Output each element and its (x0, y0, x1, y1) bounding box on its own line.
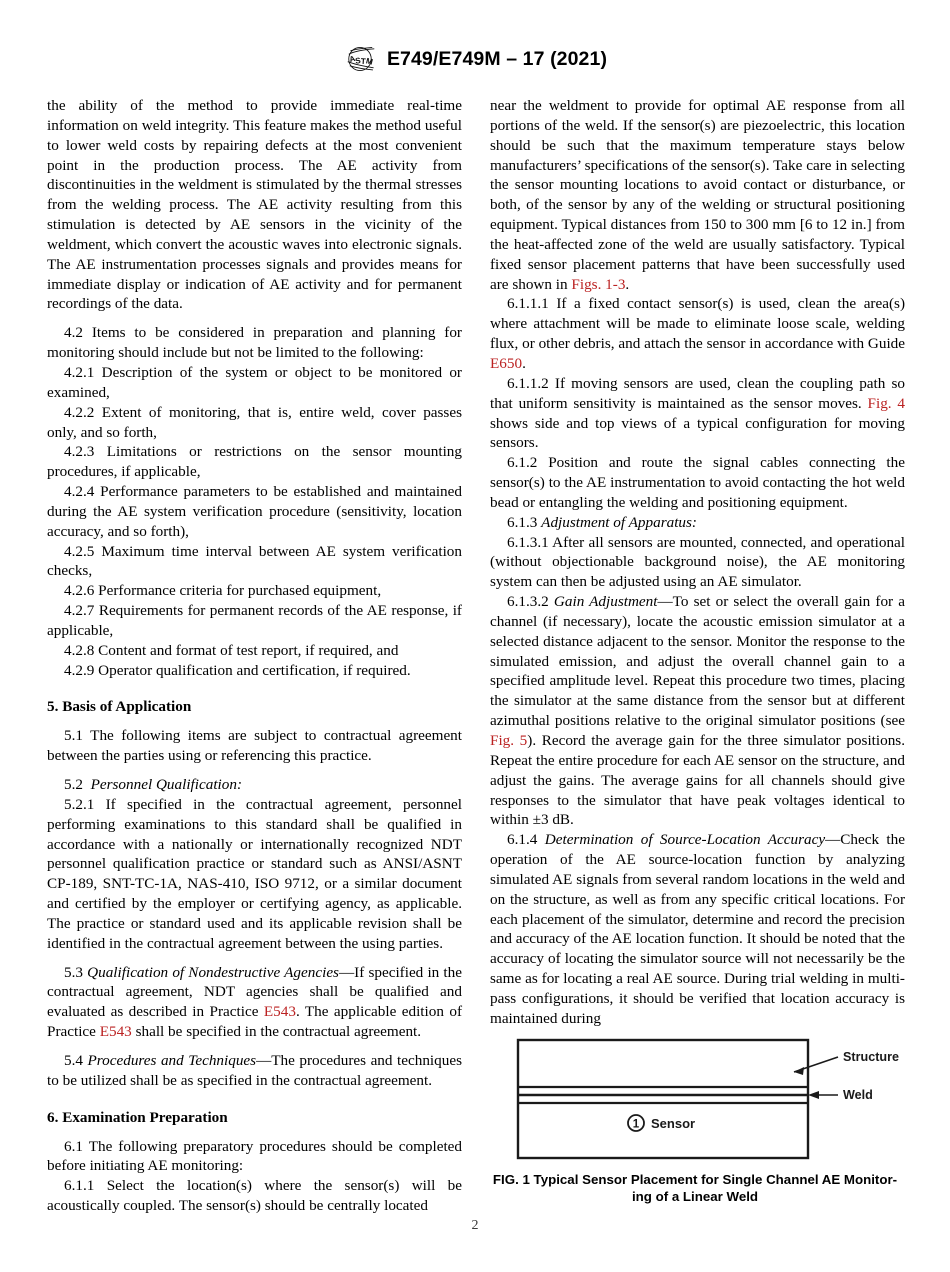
paragraph-6-1-3 (490, 513, 905, 533)
paragraph-5-1: 5.1 The following items are subject to contractual agreement between the parties using or referencing this practice. (47, 727, 462, 765)
clause-number-5-4: 5.4 (64, 1051, 83, 1069)
paragraph-5-2-1: 5.2.1 If specified in the contractual agreement, personnel performing examinations to this standard shall be qualified in accordance with a nationally or internationally recognized NDT personnel qualification practice or standard such as ANSI/ASNT CP-189, SNT-TC-1A, NAS-410, ISO 9712, or a similar document and certified by the employer or certifying agency, as applicable. The practice or standard used and its applicable revision shall be identified in the contractual agreement between the using parties. (47, 795, 462, 952)
paragraph-5-4-text: —The procedures and techniques to be utilized shall be as specified in the contractual agreement. (47, 1051, 462, 1089)
svg-text:T: T (360, 56, 367, 67)
paragraph-6-1: 6.1 The following preparatory procedures should be completed before initiating AE monitoring: (47, 1137, 462, 1175)
paragraph-4-2-8: 4.2.8 Content and format of test report, if required, and (64, 641, 399, 659)
paragraph-4-2-1: 4.2.1 Description of the system or object to be monitored or examined, (47, 363, 462, 401)
paragraph-6-1-2: 6.1.2 Position and route the signal cables connecting the sensor(s) to the AE instrumentation to avoid contacting the hot weld bead or entangling the welding and positioning equipment. (490, 454, 905, 511)
clause-title-6-1-3: Adjustment of Apparatus: (541, 513, 697, 531)
structure-label: Structure (843, 1050, 899, 1064)
clause-title-6-1-3-2: Gain Adjustment (553, 593, 658, 611)
paragraph-4-2-3: 4.2.3 Limitations or restrictions on the sensor mounting procedures, if applicable, (47, 443, 462, 481)
clause-number-5-3: 5.3 (64, 963, 83, 981)
paragraph-6-1-1-continued (490, 96, 905, 294)
figure-1-artwork (486, 1034, 904, 1164)
clause-number-6-1-3: 6.1.3 (507, 513, 538, 531)
paragraph-6-1-3-2-text-a: —To set or select the overall gain for a channel (if necessary), locate the acoustic emission simulator at a selected distance adjacent to the sensor. Monitor the response to the simulated emission, and adjust the overall channel gain to a specified amplitude level. Repeat this procedure two times, placing the simulator at the same distance from the sensor but at different azimuthal positions relative to the original simulator positions (see (490, 593, 905, 730)
document-designation: E749/E749M – 17 (2021) (386, 47, 608, 70)
paragraph-4-2: 4.2 Items to be considered in preparation and planning for monitoring should include but not be limited to the following: (47, 324, 462, 362)
paragraph-6-1-1-1 (490, 294, 905, 373)
clause-number-6-1-3-2: 6.1.3.2 (507, 593, 549, 611)
paragraph-6-1-1-2-text-b: shows side and top views of a typical configuration for moving sensors. (490, 414, 905, 452)
paragraph-5-2 (47, 775, 462, 795)
clause-number-6-1-4: 6.1.4 (507, 831, 538, 849)
paragraph-4-2-9: 4.2.9 Operator qualification and certification, if required. (64, 661, 411, 679)
paragraph-4-2-5: 4.2.5 Maximum time interval between AE system verification checks, (47, 542, 462, 580)
sensor-label: Sensor (651, 1116, 696, 1131)
figure-1-caption (486, 1172, 904, 1205)
paragraph-5-3-text-a: —If specified in the contractual agreement, NDT agencies shall be qualified and evaluated as described in Practice (47, 963, 462, 1021)
link-e543-second[interactable]: E543 (99, 1023, 132, 1041)
clause-title-5-2: Personnel Qualification: (90, 776, 243, 793)
sensor-marker-number: 1 (632, 1118, 640, 1131)
astm-logo-icon (343, 44, 377, 74)
section-heading-6: 6. Examination Preparation (47, 1108, 228, 1126)
page-header (0, 44, 950, 74)
svg-text:A: A (348, 54, 357, 65)
paragraph-6-1-1-1-text-b: . (522, 354, 526, 372)
paragraph-6-1-3-1: 6.1.3.1 After all sensors are mounted, connected, and operational (without objectionable background noise), the AE monitoring system can then be adjusted using an AE simulator. (490, 533, 905, 591)
left-column (47, 96, 462, 1216)
clause-title-5-3: Qualification of Nondestructive Agencies (87, 963, 339, 981)
paragraph-5-3-text-c: shall be specified in the contractual agreement. (131, 1023, 422, 1041)
clause-title-6-1-4: Determination of Source-Location Accuracy (544, 831, 826, 849)
structure-plate-outline (518, 1040, 808, 1158)
figure-1 (486, 1034, 904, 1205)
page-number: 2 (471, 1218, 479, 1233)
link-e650[interactable]: E650 (490, 354, 523, 372)
paragraph-5-3 (47, 963, 462, 1042)
section-heading-5: 5. Basis of Application (47, 698, 192, 716)
paragraph-6-1-1-text: near the weldment to provide for optimal AE response from all portions of the weld. If the sensor(s) are piezoelectric, this location should be such that the maximum temperature stays below manufacturers’ specifications of the sensor(s). Take care in selecting the sensor mounting locations to avoid contact or disturbance, or both, of the sensor by any of the welding or structural positioning equipment. Typical distances from 150 to 300 mm [6 to 12 in.] from the heat-affected zone of the weld are usually satisfactory. Typical fixed sensor placement patterns that have been successfully used are shown in (490, 97, 905, 293)
paragraph-6-1-1-period: . (625, 275, 630, 293)
weld-arrow-head (808, 1091, 819, 1099)
svg-text:M: M (364, 56, 374, 67)
paragraph-6-1-3-2 (490, 592, 905, 830)
paragraph-6-1-1: 6.1.1 Select the location(s) where the sensor(s) will be acoustically coupled. The sensor(s) should be centrally located (47, 1177, 462, 1215)
link-fig-5[interactable]: Fig. 5 (490, 732, 528, 749)
paragraph-6-1-4-text: —Check the operation of the AE source-location function by analyzing simulated AE signals from several random locations in the weld and on the structure, as well as from any specific critical locations. For each placement of the simulator, determine and record the precision and accuracy of the AE location function. It should be noted that the accuracy of locating the simulator source will not necessarily be the same as for locating a real AE source. During trial welding in multi-pass configurations, it should be verified that location accuracy is maintained during (490, 831, 905, 1027)
paragraph-6-1-4 (490, 830, 905, 1028)
paragraph-intro-continued: the ability of the method to provide immediate real-time information on weld integrity. This feature makes the method useful to lower weld costs by repairing defects at the most convenient point in the production process. The AE activity from discontinuities in the weldment is stimulated by the thermal stresses from the welding process. The AE activity resulting from this stimulation is detected by AE sensors in the vicinity of the weldment, which convert the acoustic waves into electronic signals. The AE instrumentation processes signals and provides means for immediate display or indication of AE activity and for permanent recordings of the data. (47, 97, 462, 313)
right-column (490, 96, 905, 1029)
paragraph-4-2-2: 4.2.2 Extent of monitoring, that is, entire weld, cover passes only, and so forth, (47, 403, 462, 441)
paragraph-5-4 (47, 1051, 462, 1091)
clause-title-5-4: Procedures and Techniques (87, 1051, 257, 1069)
link-figs-1-3[interactable]: Figs. 1-3 (571, 275, 626, 293)
paragraph-6-1-1-2 (490, 374, 905, 453)
figure-1-caption-line-2: ing of a Linear Weld (631, 1188, 759, 1204)
link-fig-4[interactable]: Fig. 4 (867, 394, 905, 412)
paragraph-6-1-1-2-text-a: 6.1.1.2 If moving sensors are used, clean the coupling path so that uniform sensitivity is maintained as the sensor moves. (490, 374, 905, 412)
paragraph-6-1-1-1-text-a: 6.1.1.1 If a fixed contact sensor(s) is used, clean the area(s) where attachment will be made to eliminate loose scale, welding flux, or other debris, and attach the sensor in accordance with Guide (490, 295, 905, 353)
paragraph-5-3-text-b: . The applicable edition of Practice (47, 1003, 463, 1041)
weld-label: Weld (843, 1088, 873, 1102)
paragraph-4-2-4: 4.2.4 Performance parameters to be established and maintained during the AE system verification procedure (sensitivity, location accuracy, and so forth), (47, 483, 462, 540)
figure-1-caption-line-1: FIG. 1 Typical Sensor Placement for Single Channel AE Monitor- (492, 1172, 898, 1187)
paragraph-4-2-6: 4.2.6 Performance criteria for purchased equipment, (64, 582, 382, 600)
paragraph-6-1-3-2-text-b: ). Record the average gain for the three simulator positions. Repeat the entire procedure for each AE sensor on the structure, and adjust the gains. The average gains for all channels should give responses to the simulator that have peak voltages identical to within ±3 dB. (490, 732, 905, 829)
svg-text:S: S (354, 56, 362, 66)
clause-number-5-2: 5.2 (64, 776, 83, 793)
link-e543-first[interactable]: E543 (263, 1003, 296, 1021)
paragraph-4-2-7: 4.2.7 Requirements for permanent records of the AE response, if applicable, (47, 602, 462, 639)
